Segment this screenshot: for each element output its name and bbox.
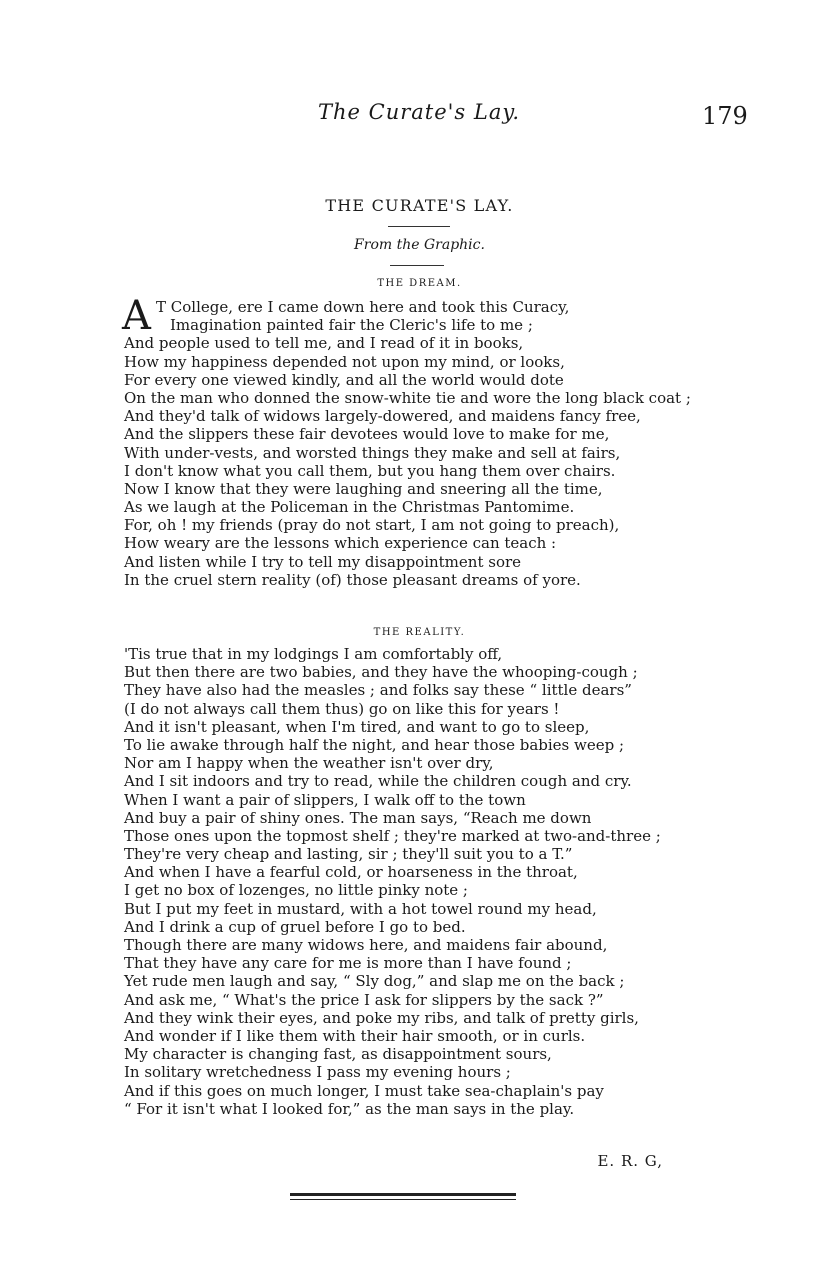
running-title: The Curate's Lay. — [318, 100, 521, 124]
verse-line: I don't know what you call them, but you hang them over chairs. — [124, 461, 616, 480]
verse-line: Those ones upon the topmost shelf ; they're marked at two-and-three ; — [124, 826, 661, 845]
source-line: From the Graphic. — [354, 237, 485, 253]
verse-line: My character is changing fast, as disappointment sours, — [124, 1045, 552, 1064]
verse-line: I get no box of lozenges, no little pinky note ; — [124, 881, 468, 900]
verse-line: Imagination painted fair the Cleric's life to me ; — [170, 316, 533, 335]
stanza-reality — [124, 645, 824, 1118]
verse-line: Though there are many widows here, and maidens fair abound, — [124, 936, 608, 954]
verse-line: And when I have a fearful cold, or hoarseness in the throat, — [124, 863, 578, 882]
stanza-dream — [122, 293, 824, 589]
end-rule — [290, 1199, 516, 1200]
verse-line: And buy a pair of shiny ones. The man says, “Reach me down — [124, 808, 592, 827]
source-rule — [390, 265, 444, 266]
verse-line: But I put my feet in mustard, with a hot towel round my head, — [124, 899, 597, 918]
verse-line: To lie awake through half the night, and hear those babies weep ; — [124, 735, 625, 754]
page-number: 179 — [702, 102, 748, 130]
verse-line: They have also had the measles ; and folks say these “ little dears” — [124, 681, 632, 700]
verse-line: In solitary wretchedness I pass my evening hours ; — [124, 1063, 511, 1082]
verse-line: On the man who donned the snow-white tie and wore the long black coat ; — [124, 388, 691, 407]
verse-line: And I sit indoors and try to read, while the children cough and cry. — [124, 772, 632, 791]
verse-line: When I want a pair of slippers, I walk off to the town — [124, 790, 526, 809]
verse-line: With under-vests, and worsted things they make and sell at fairs, — [124, 443, 621, 462]
end-rule — [290, 1193, 516, 1196]
title-rule — [388, 226, 450, 227]
verse-line: And I drink a cup of gruel before I go to bed. — [124, 917, 466, 936]
verse-line: But then there are two babies, and they have the whooping-cough ; — [124, 663, 638, 682]
verse-line: How weary are the lessons which experience can teach : — [124, 534, 557, 553]
verse-line: 'Tis true that in my lodgings I am comfortably off, — [124, 645, 503, 663]
verse-line: And it isn't pleasant, when I'm tired, and want to go to sleep, — [124, 717, 590, 736]
poem-title: THE CURATE'S LAY. — [325, 196, 514, 215]
verse-line: How my happiness depended not upon my mind, or looks, — [124, 352, 565, 371]
verse-line: Yet rude men laugh and say, “ Sly dog,” and slap me on the back ; — [124, 972, 625, 991]
verse-line: That they have any care for me is more than I have found ; — [124, 954, 572, 973]
section-heading-dream: THE DREAM. — [377, 278, 462, 289]
section-heading-reality: THE REALITY. — [373, 627, 466, 638]
verse-line: “ For it isn't what I looked for,” as the man says in the play. — [124, 1099, 575, 1118]
verse-line: And listen while I try to tell my disappointment sore — [124, 552, 522, 571]
drop-cap: A — [122, 293, 151, 339]
verse-line: And they wink their eyes, and poke my ribs, and talk of pretty girls, — [124, 1008, 639, 1027]
signature: E. R. G, — [597, 1152, 663, 1170]
verse-line: (I do not always call them thus) go on like this for years ! — [124, 699, 560, 718]
verse-line: For, oh ! my friends (pray do not start, I am not going to preach), — [124, 516, 620, 535]
verse-line: And they'd talk of widows largely-dowered, and maidens fancy free, — [124, 407, 641, 426]
verse-line: And wonder if I like them with their hair smooth, or in curls. — [124, 1026, 586, 1045]
running-head — [0, 100, 839, 130]
verse-line: For every one viewed kindly, and all the world would dote — [124, 370, 564, 389]
verse-line: As we laugh at the Policeman in the Christmas Pantomime. — [124, 498, 575, 517]
verse-line: And people used to tell me, and I read of it in books, — [124, 334, 524, 353]
verse-line: Now I know that they were laughing and sneering all the time, — [124, 479, 603, 498]
verse-line: Nor am I happy when the weather isn't over dry, — [124, 754, 494, 773]
verse-line: And ask me, “ What's the price I ask for slippers by the sack ?” — [124, 990, 604, 1009]
verse-line: And if this goes on much longer, I must take sea-chaplain's pay — [124, 1081, 604, 1100]
verse-line: In the cruel stern reality (of) those pleasant dreams of yore. — [124, 570, 581, 589]
verse-line: They're very cheap and lasting, sir ; they'll suit you to a T.” — [124, 845, 573, 864]
verse-line: T College, ere I came down here and took this Curacy, — [156, 298, 570, 316]
verse-line: And the slippers these fair devotees would love to make for me, — [124, 425, 610, 444]
